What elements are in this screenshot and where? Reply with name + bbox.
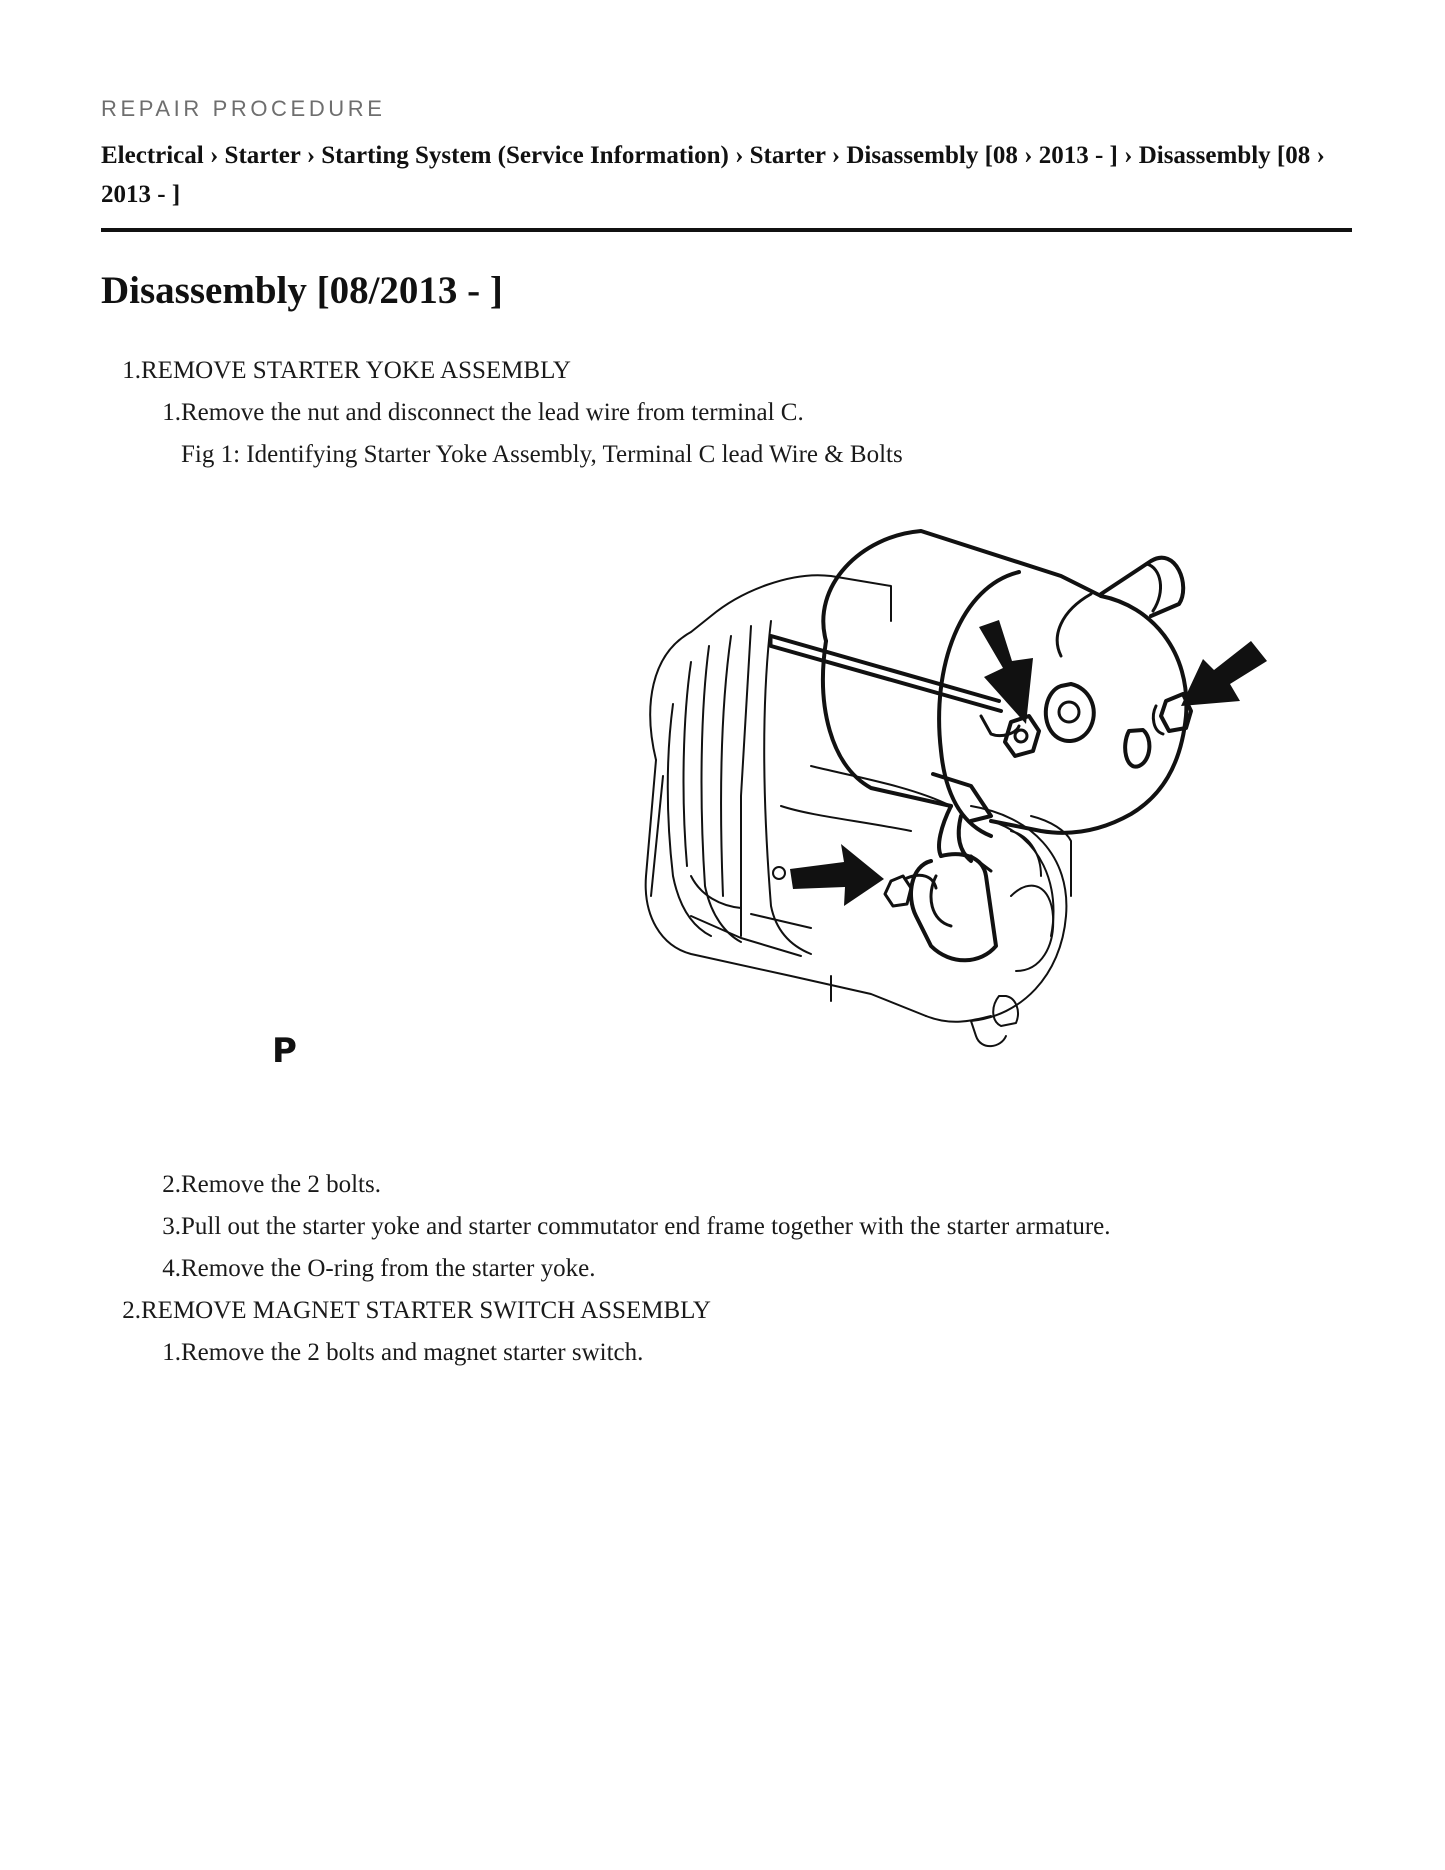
procedure-list [101, 350, 1361, 1374]
substep-number: 1. [162, 399, 181, 426]
step-1 [101, 350, 1361, 392]
figure-corner-letter: P [272, 1031, 297, 1071]
substep-text: Pull out the starter yoke and starter commutator end frame together with the starter armature. [181, 1213, 1111, 1240]
section-kicker: REPAIR PROCEDURE [101, 96, 386, 121]
step-number: 2. [122, 1297, 141, 1324]
substep-text: Remove the 2 bolts. [181, 1171, 381, 1198]
substep-1-3 [101, 1206, 1361, 1248]
substep-text: Remove the nut and disconnect the lead wire from terminal C. [181, 399, 804, 426]
substep-number: 1. [162, 1339, 181, 1366]
substep-1-1 [101, 392, 1361, 434]
substep-number: 4. [162, 1255, 181, 1282]
step-label: REMOVE STARTER YOKE ASSEMBLY [141, 357, 571, 384]
substep-text: Remove the 2 bolts and magnet starter switch. [181, 1339, 644, 1366]
substep-number: 2. [162, 1171, 181, 1198]
step-label: REMOVE MAGNET STARTER SWITCH ASSEMBLY [141, 1297, 711, 1324]
substep-text: Remove the O-ring from the starter yoke. [181, 1255, 596, 1282]
substep-1-4 [101, 1248, 1361, 1290]
breadcrumb: Electrical › Starter › Starting System (Service Information) › Starter › Disassembly [08 › 2013 - ] › Disassembly [08 › 2013 - ] [101, 142, 1325, 208]
starter-motor-illustration [271, 476, 1271, 1164]
substep-number: 3. [162, 1213, 181, 1240]
substep-2-1 [101, 1332, 1361, 1374]
figure [101, 476, 1361, 1164]
figure-caption: Fig 1: Identifying Starter Yoke Assembly, Terminal C lead Wire & Bolts [181, 441, 903, 468]
header-divider [101, 228, 1352, 232]
step-2 [101, 1290, 1361, 1332]
figure-caption-row [101, 434, 1361, 476]
page-title: Disassembly [08/2013 - ] [101, 269, 503, 312]
substep-1-2 [101, 1164, 1361, 1206]
step-number: 1. [122, 357, 141, 384]
